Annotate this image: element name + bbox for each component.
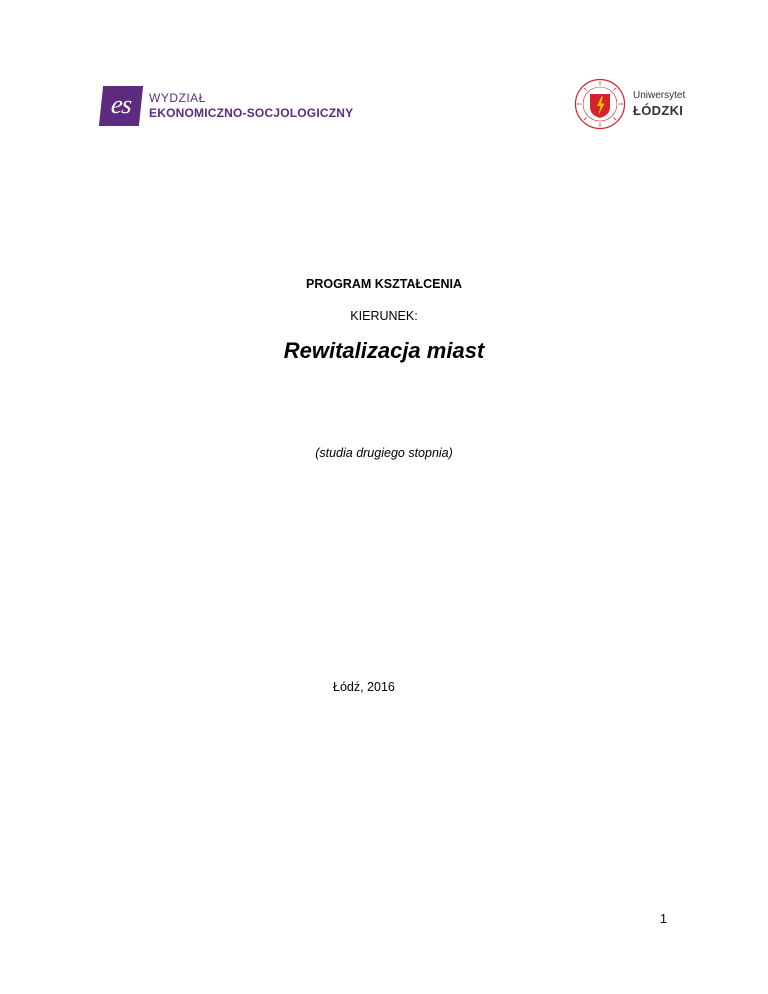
page-number: 1 [660, 912, 667, 926]
faculty-name-line2: EKONOMICZNO-SOCJOLOGICZNY [149, 106, 354, 120]
faculty-name-line1: WYDZIAŁ [149, 91, 206, 105]
university-name-line1: Uniwersytet [633, 90, 686, 101]
place-and-date: Łódź, 2016 [333, 680, 395, 694]
university-name-line2: ŁÓDZKI [633, 103, 684, 118]
faculty-logo [101, 86, 353, 126]
faculty-logo-mark: es [99, 86, 143, 126]
university-name [633, 91, 685, 117]
field-of-study-label: KIERUNEK: [350, 309, 418, 323]
university-seal-icon [574, 78, 626, 130]
study-level: (studia drugiego stopnia) [315, 446, 453, 460]
field-of-study-name: Rewitalizacja miast [283, 338, 485, 363]
faculty-logo-text [149, 86, 353, 121]
university-logo [574, 78, 685, 130]
document-title: PROGRAM KSZTAŁCENIA [305, 277, 462, 291]
